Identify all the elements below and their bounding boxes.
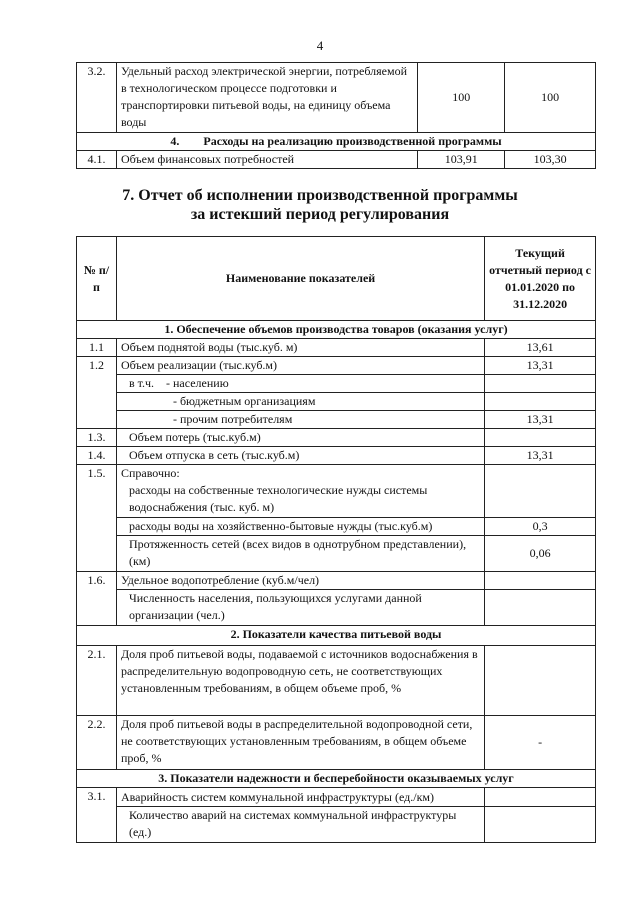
row-value: 0,3 (485, 518, 596, 536)
row-value (485, 393, 596, 411)
section-row (77, 626, 596, 646)
header-period: Текущий отчетный период с 01.01.2020 по 31.12.2020 (485, 237, 596, 321)
header-number: № п/п (77, 237, 117, 321)
report-table (76, 236, 596, 843)
row-value (485, 807, 596, 843)
row-value (485, 572, 596, 590)
row-name (116, 465, 484, 518)
row-value (485, 788, 596, 807)
section-row (77, 321, 596, 339)
row-name: Доля проб питьевой воды в распределительной водопроводной сети, не соответствующих установленным требованиям, в общем объеме проб, % (116, 716, 484, 770)
row-number: 4.1. (77, 151, 117, 169)
row-value: 0,06 (485, 536, 596, 572)
row-value: 13,31 (485, 447, 596, 465)
row-value: - (485, 716, 596, 770)
row-name: Аварийность систем коммунальной инфраструктуры (ед./км) (116, 788, 484, 807)
top-table (76, 62, 596, 169)
table-row (77, 716, 596, 770)
header-row (77, 237, 596, 321)
row-name: Объем поднятой воды (тыс.куб. м) (116, 339, 484, 357)
row-number: 1.6. (77, 572, 117, 590)
row-name: расходы воды на хозяйственно-бытовые нужды (тыс.куб.м) (116, 518, 484, 536)
table-row (77, 590, 596, 626)
table-row (77, 339, 596, 357)
row-number: 1.5. (77, 465, 117, 518)
row-value (485, 590, 596, 626)
row-number: 2.2. (77, 716, 117, 770)
table-row (77, 429, 596, 447)
table-row (77, 151, 596, 169)
table-row (77, 447, 596, 465)
table-row (77, 393, 596, 411)
row-name: Доля проб питьевой воды, подаваемой с источников водоснабжения в распределительную водопроводную сеть, не соответствующих установленным требованиям, в общем объеме проб, % (116, 646, 484, 716)
row-name: в т.ч. - населению (116, 375, 484, 393)
section-title: 4. Расходы на реализацию производственной программы (77, 133, 596, 151)
row-name: Удельное водопотребление (куб.м/чел) (116, 572, 484, 590)
table-row (77, 788, 596, 807)
row-name: Протяженность сетей (всех видов в однотрубном представлении), (км) (116, 536, 484, 572)
row-number-empty (77, 590, 117, 626)
row-number: 1.4. (77, 447, 117, 465)
row-name: Количество аварий на системах коммунальной инфраструктуры (ед.) (116, 807, 484, 843)
table-row (77, 63, 596, 133)
table-row (77, 357, 596, 375)
row-value: 13,31 (485, 357, 596, 375)
row-number-empty (77, 807, 117, 843)
section-title: 2. Показатели качества питьевой воды (77, 626, 596, 646)
row-value-1: 100 (418, 63, 505, 133)
table-row (77, 646, 596, 716)
page-number: 4 (316, 38, 324, 53)
report-title-line-1: 7. Отчет об исполнении производственной программы (122, 187, 518, 204)
row-number: 1.1 (77, 339, 117, 357)
row-value-2: 100 (505, 63, 596, 133)
row-number-empty (77, 536, 117, 572)
row-name: Удельный расход электрической энергии, потребляемой в технологическом процессе подготовки и транспортировки питьевой воды, на единицу объема воды (116, 63, 417, 133)
row-value: 13,31 (485, 411, 596, 429)
row-name: - прочим потребителям (116, 411, 484, 429)
row-number: 3.2. (77, 63, 117, 133)
report-title-line-2: за истекший период регулирования (190, 206, 450, 223)
row-value (485, 429, 596, 447)
row-number-empty (77, 375, 117, 393)
table-row (77, 465, 596, 518)
row-name: Объем отпуска в сеть (тыс.куб.м) (116, 447, 484, 465)
row-name: Объем реализации (тыс.куб.м) (116, 357, 484, 375)
row-number: 1.2 (77, 357, 117, 375)
section-row (77, 770, 596, 788)
section-title: 1. Обеспечение объемов производства товаров (оказания услуг) (77, 321, 596, 339)
row-value-1: 103,91 (418, 151, 505, 169)
table-row (77, 411, 596, 429)
row-value (485, 375, 596, 393)
row-value: 13,61 (485, 339, 596, 357)
row-number-empty (77, 411, 117, 429)
row-name: - бюджетным организациям (116, 393, 484, 411)
row-value (485, 465, 596, 518)
table-row (77, 518, 596, 536)
row-name: Численность населения, пользующихся услугами данной организации (чел.) (116, 590, 484, 626)
row-number: 3.1. (77, 788, 117, 807)
row-number: 2.1. (77, 646, 117, 716)
row-name-detail: расходы на собственные технологические нужды системы водоснабжения (тыс. куб. м) (128, 483, 428, 514)
row-name: Объем потерь (тыс.куб.м) (116, 429, 484, 447)
table-row (77, 536, 596, 572)
section-title: 3. Показатели надежности и бесперебойности оказываемых услуг (77, 770, 596, 788)
header-name: Наименование показателей (116, 237, 484, 321)
row-value-2: 103,30 (505, 151, 596, 169)
row-value (485, 646, 596, 716)
row-number: 1.3. (77, 429, 117, 447)
table-row (77, 572, 596, 590)
row-name: Объем финансовых потребностей (116, 151, 417, 169)
table-row (77, 375, 596, 393)
row-number-empty (77, 518, 117, 536)
row-name-heading: Справочно: (120, 466, 180, 480)
row-number-empty (77, 393, 117, 411)
section-row (77, 133, 596, 151)
table-row (77, 807, 596, 843)
